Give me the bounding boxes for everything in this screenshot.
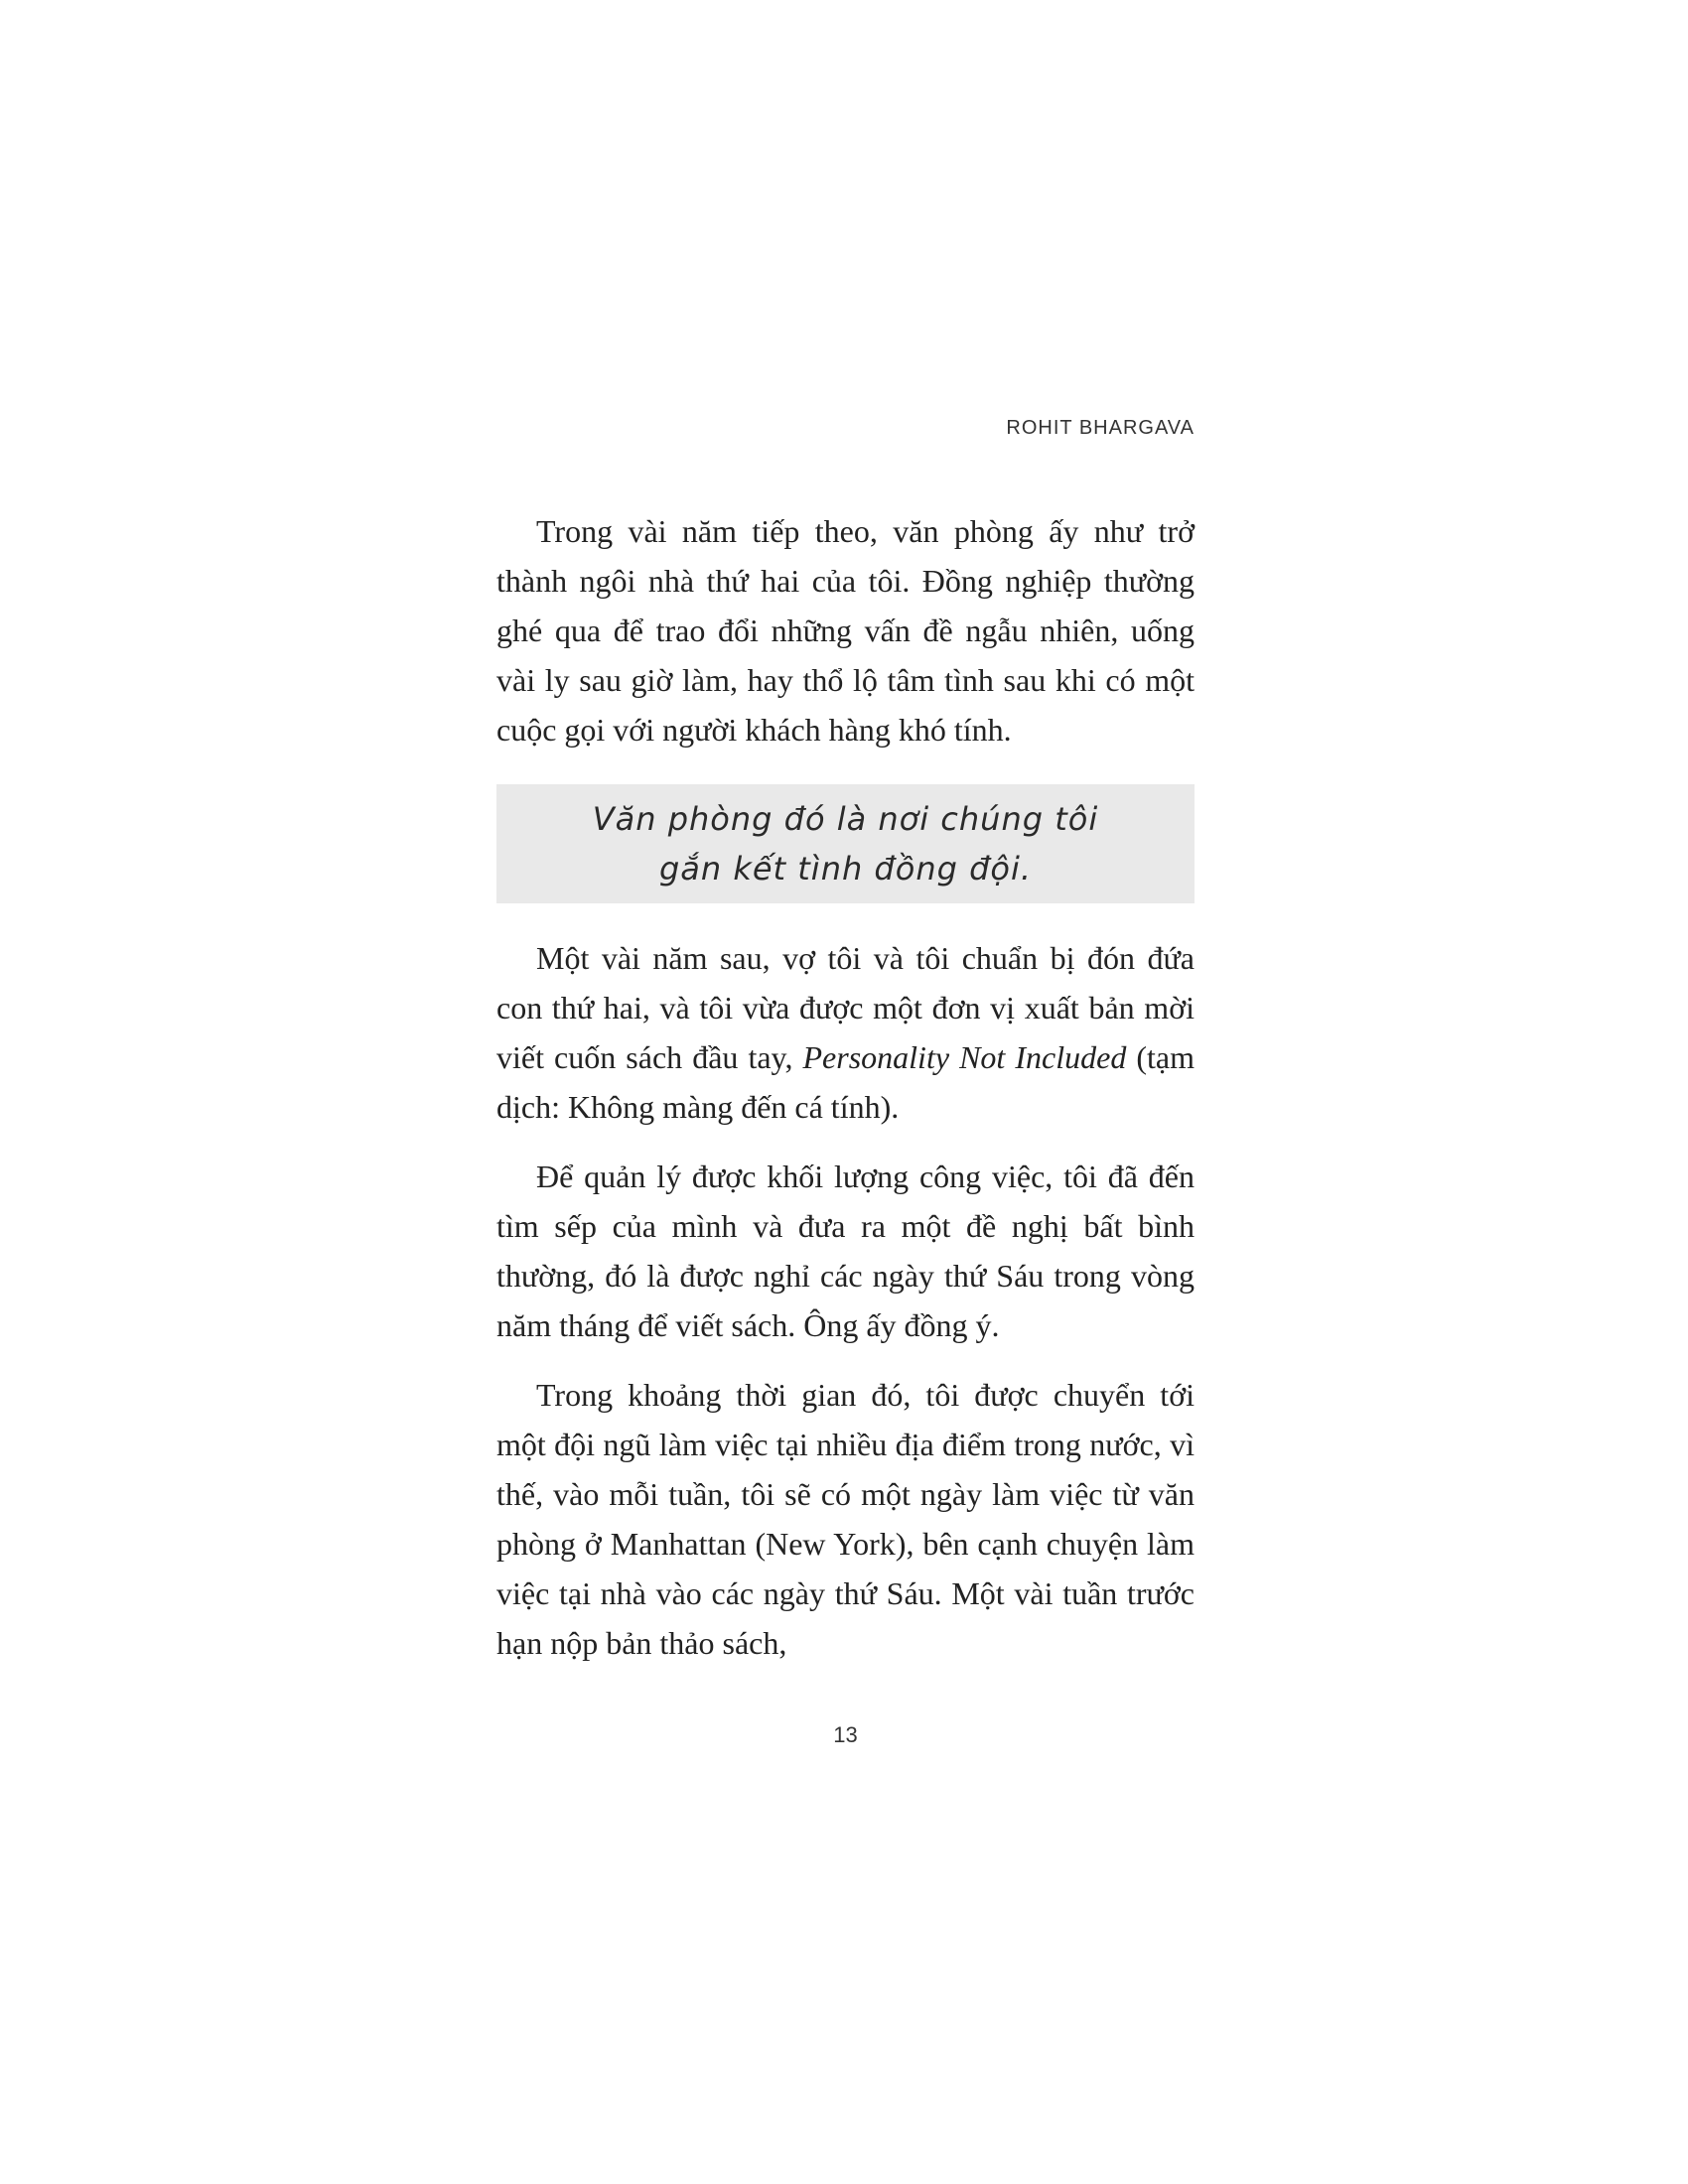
- paragraph-3: Để quản lý được khối lượng công việc, tôi đã đến tìm sếp của mình và đưa ra một đề nghị bất bình thường, đó là được nghỉ các ngày thứ Sáu trong vòng năm tháng để viết sách. Ông ấy đồng ý.: [496, 1159, 1195, 1343]
- running-header-author: ROHIT BHARGAVA: [1006, 417, 1195, 439]
- paragraph-1: Trong vài năm tiếp theo, văn phòng ấy như trở thành ngôi nhà thứ hai của tôi. Đồng nghiệp thường ghé qua để trao đổi những vấn đề ngẫu nhiên, uống vài ly sau giờ làm, hay thổ lộ tâm tình sau khi có một cuộc gọi với người khách hàng khó tính.: [496, 513, 1195, 748]
- book-title: Personality Not Included: [802, 1039, 1127, 1075]
- paragraph-2-text-after: (tạm dịch: Không màng đến cá tính).: [496, 1039, 1195, 1125]
- paragraph-2-text-before: Một vài năm sau, vợ tôi và tôi chuẩn bị đón đứa con thứ hai, và tôi vừa được một đơn vị xuất bản mời viết cuốn sách đầu tay,: [496, 940, 1195, 1075]
- paragraph-4: Trong khoảng thời gian đó, tôi được chuyển tới một đội ngũ làm việc tại nhiều địa điểm trong nước, vì thế, vào mỗi tuần, tôi sẽ có một ngày làm việc từ văn phòng ở Manhattan (New York), bên cạnh chuyện làm việc tại nhà vào các ngày thứ Sáu. Một vài tuần trước hạn nộp bản thảo sách,: [496, 1377, 1195, 1661]
- pull-quote-line-2: gắn kết tình đồng đội.: [658, 850, 1033, 887]
- paragraph-2: [496, 933, 1195, 1132]
- pull-quote-box: [496, 784, 1195, 903]
- pull-quote: [593, 794, 1098, 893]
- page-number: 13: [833, 1722, 858, 1747]
- pull-quote-line-1: Văn phòng đó là nơi chúng tôi: [592, 800, 1099, 838]
